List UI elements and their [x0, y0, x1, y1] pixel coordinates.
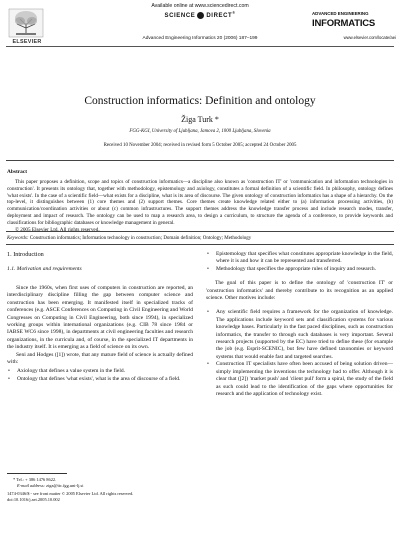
right-bullet: [206, 361, 393, 398]
received-dates: Received 10 November 2004; received in revised form 5 October 2005; accepted 24 October 2005: [103, 143, 297, 148]
doi-line[interactable]: doi:10.1016/j.aei.2005.10.002: [7, 496, 60, 502]
journal-citation: Advanced Engineering Informatics 20 (2006) 187–199: [142, 36, 258, 41]
keywords-label: Keywords:: [7, 236, 29, 241]
bullet-icon: •: [8, 368, 10, 375]
bullet-icon: •: [207, 265, 209, 272]
publisher-name: ELSEVIER: [12, 39, 42, 45]
abstract-text: This paper proposes a definition, scope and topics of construction informatics—a discipline also known as 'construction IT' or 'communication and information technologies in construction'. It presents its ontology that, together with methodology, epistemology and axiology, constitutes a formal definition of a scientific field. In philosophy, ontology defines 'what exists'. In the case of a scientific field—what exists for a discipline, what is its area of discourse. The given ontology of construction informatics has a shape of a hierarchy. On the top-level, it distinguishes between (1) core themes and (2) support themes. Core themes create knowledge related either to (a) information processing activities, (b) communication/coordination activities or about (c) common infrastructures. The support themes address the knowledge transfer process and include research modes, transfer, deployment and impact of research. The ontology can be used to map a research area, to design a curriculum, to structure the agenda of a conference, to provide keywords and classifications for bibliographic databases or knowledge management in general.: [7, 179, 393, 226]
sciencedirect-logo: [150, 11, 250, 23]
subsection-heading: 1.1. Motivation and requirements: [7, 266, 82, 272]
right-bullet: [206, 266, 393, 273]
left-paragraph-2: Seni and Hodges ([1]) wrote, that any mature field of science is actually defined with:: [7, 351, 193, 366]
keywords-list: Construction informatics; Information technology in construction; Domain definition; Ontology; Methodology: [29, 236, 252, 241]
journal-brand-top: ADVANCED ENGINEERING: [312, 11, 369, 16]
bullet-icon: •: [207, 361, 209, 368]
issn-line: 1474-0346/$ - see front matter © 2005 Elsevier Ltd. All rights reserved.: [7, 491, 134, 497]
available-online-note: Available online at www.sciencedirect.com: [151, 3, 249, 9]
article-author: Žiga Turk *: [181, 115, 219, 124]
header-divider: [6, 46, 394, 47]
sd-circle-icon: [197, 12, 204, 19]
right-bullet: [206, 309, 393, 361]
sd-logo-left: SCIENCE: [164, 13, 196, 19]
journal-brand-main: INFORMATICS: [312, 18, 376, 29]
journal-url[interactable]: www.elsevier.com/locate/aei: [343, 35, 396, 40]
footnote: [7, 477, 193, 502]
sd-logo-reg: ®: [232, 11, 236, 15]
abstract-top-divider: [6, 160, 394, 161]
left-column: [7, 285, 193, 383]
section-heading: 1. Introduction: [7, 251, 44, 258]
right-bullet: [206, 251, 393, 266]
left-bullet: [7, 376, 193, 383]
keywords-bottom-divider: [6, 244, 394, 245]
bullet-icon: •: [8, 375, 10, 382]
sd-logo-right: DIRECT: [206, 13, 233, 19]
abstract-body: [7, 179, 393, 233]
right-bullet-text: Epistemology that specifies what constitutes appropriate knowledge in the field, where it is and how it can be represented and transferred.: [216, 251, 393, 265]
footnote-email-label: E-mail address:: [17, 482, 46, 488]
footnote-tel: * Tel.: + 386 1476 8622.: [13, 477, 57, 482]
footnote-divider: [7, 473, 67, 474]
article-title: Construction informatics: Definition and ontology: [84, 95, 316, 107]
left-bullet-text: Axiology that defines a value system in the field.: [17, 368, 125, 375]
right-bullet-text: Methodology that specifies the appropriate rules of inquiry and research.: [216, 265, 377, 272]
keywords-divider: [6, 231, 394, 232]
author-affiliation: FGG-KGI, University of Ljubljana, Jamova 2, 1000 Ljubljana, Slovenia: [129, 129, 271, 134]
right-column: [206, 251, 393, 398]
bullet-icon: •: [207, 309, 209, 316]
right-bullet-text: Construction IT specialists have often been accused of being solution driven—simply implementing the inventions the technology had to offer. Although it is clear that ([2]) 'market push' and 'client pull' form a spiral, the study of the field as such could lead to the identification of the gaps where opportunities for research and the application of technology exist.: [216, 361, 393, 397]
abstract-heading: Abstract: [7, 169, 28, 175]
abstract-copyright: © 2005 Elsevier Ltd. All rights reserved.: [15, 226, 100, 233]
bullet-icon: •: [207, 251, 209, 257]
right-paragraph: The goal of this paper is to define the ontology of 'construction IT' or 'construction informatics' and thereby contribute to its recognition as an applied science. Other motives include:: [206, 280, 393, 302]
keywords-line: [7, 236, 393, 241]
elsevier-tree-icon: [8, 8, 44, 38]
right-bullet-text: Any scientific field requires a framework for the organization of knowledge. The applications include keyword sets and classification systems for various knowledge bases. Particularly in the fast paced disciplines, such as construction informatics, the transfer to through such databases is very important. Several research projects (supported by the EC) have tried to define these (for example the job (e.g. Esprit-SCENIC), but few have defined taxonomies or keyword systems that would enable fast and targeted searches.: [216, 309, 393, 360]
footnote-email[interactable]: ziga@itc.fgg.uni-lj.si: [46, 482, 84, 488]
left-paragraph-1: Since the 1960s, when first uses of computers in construction are reported, an interdisciplinary discipline filling the gap between computer science and construction has been emerging. It manifested itself in specialized tracks of conferences (e.g. ASCE Conferences on Computing in Civil Engineering and World Congresses on Computing in Civil Engineering, both since 1994), in specialized working groups within international organizations (e.g. CIB 78 since 1984 or IABSE WC6 since 1998), in departments at civil engineering faculties and research organizations, in the curricula and, of course, in the specialized IT departments in the industry itself. It is emerging as a field of science on its own.: [7, 285, 193, 351]
left-bullet: [7, 368, 193, 375]
left-bullet-text: Ontology that defines 'what exists', what is the area of discourse of a field.: [17, 375, 181, 382]
